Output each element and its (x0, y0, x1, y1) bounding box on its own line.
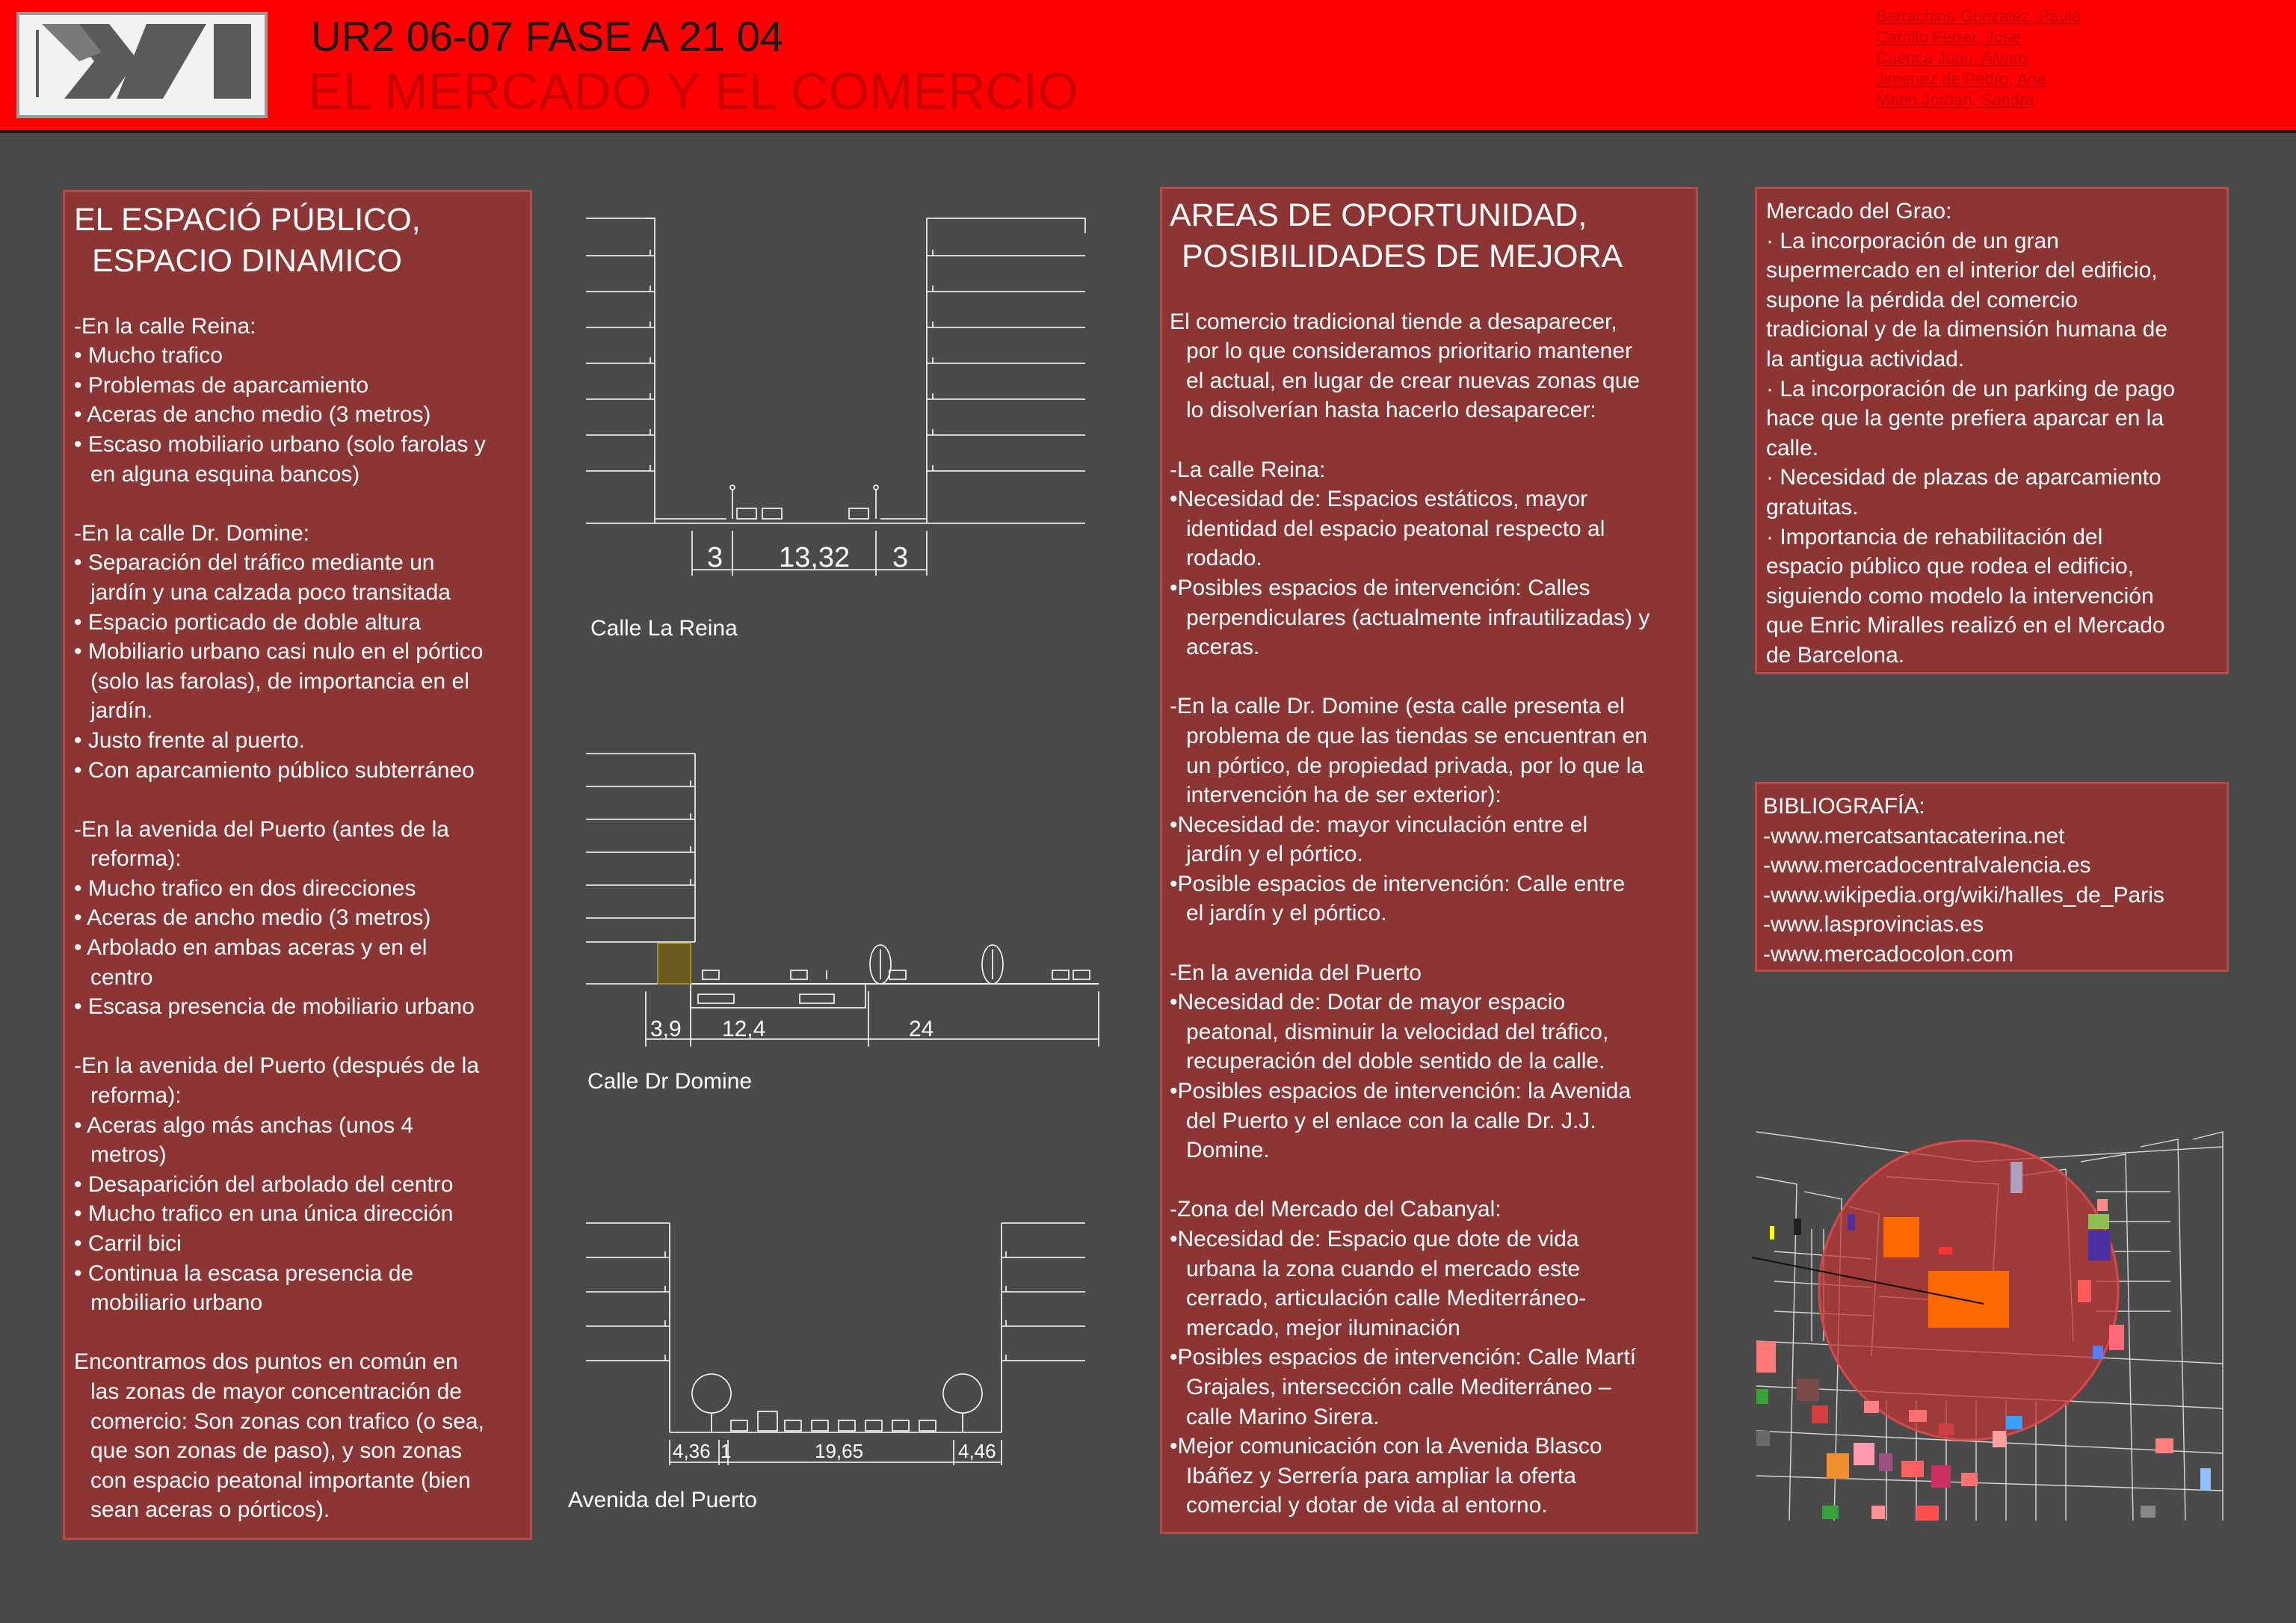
bibliography-panel (1755, 782, 2229, 972)
header-bar (0, 0, 2296, 133)
text-line: • Arbolado en ambas aceras y en el (74, 935, 428, 961)
text-line: · La incorporación de un gran (1766, 228, 2059, 253)
text-line: Encontramos dos puntos en común en (74, 1349, 458, 1375)
text-line (1170, 928, 1688, 958)
text-line (74, 282, 524, 312)
text-line: identidad del espacio peatonal respecto al (1186, 516, 1605, 541)
text-line: -www.lasprovincias.es (1763, 912, 1984, 937)
text-line: •Necesidad de: Espacio que dote de vida (1170, 1227, 1579, 1251)
dim-label: 24 (909, 1017, 934, 1041)
text-line: •Necesidad de: Dotar de mayor espacio (1170, 990, 1566, 1015)
text-line: •Posibles espacios de intervención: Calle Martí (1170, 1345, 1637, 1370)
author-name: Marin Jordan, Sandra (1876, 90, 2034, 109)
text-line: -www.mercadocolon.com (1763, 941, 2014, 967)
dim-label: 3,9 (650, 1017, 682, 1041)
text-line: • Escaso mobiliario urbano (solo farolas y (74, 431, 486, 457)
text-line: •Posibles espacios de intervención: la Avenida (1170, 1079, 1632, 1104)
text-line: • Continua la escasa presencia de (74, 1260, 414, 1286)
dim-label: 3 (892, 542, 909, 573)
text-line: calle. (1766, 435, 1819, 461)
text-line: calle Marino Sirera. (1186, 1404, 1380, 1429)
text-line: • Aceras algo más anchas (unos 4 (74, 1112, 414, 1138)
text-line: • Desaparición del arbolado del centro (74, 1171, 454, 1197)
page-title: EL MERCADO Y EL COMERCIO (308, 62, 1078, 120)
text-line: • Mobiliario urbano casi nulo en el pórtico (74, 639, 484, 665)
authors-list (1876, 6, 2081, 111)
text-line: Ibáñez y Serrería para ampliar la oferta (1186, 1463, 1576, 1488)
text-line: · Importancia de rehabilitación del (1766, 524, 2103, 549)
panel-title: AREAS DE OPORTUNIDAD, POSIBILIDADES DE MEJORA (1170, 197, 1623, 274)
text-line: BIBLIOGRAFÍA: (1763, 794, 1925, 819)
text-line: en alguna esquina bancos) (90, 461, 360, 487)
market-building (1928, 1271, 2009, 1328)
logo (16, 12, 268, 118)
text-line: el actual, en lugar de crear nuevas zonas que (1186, 368, 1641, 393)
text-line: · Necesidad de plazas de aparcamiento (1766, 465, 2161, 490)
text-line: -www.wikipedia.org/wiki/halles_de_Paris (1763, 882, 2164, 908)
text-line (74, 1022, 524, 1052)
text-line: que son zonas de paso), y son zonas (90, 1438, 462, 1464)
text-line: de Barcelona. (1766, 642, 1905, 668)
text-line: • Espacio porticado de doble altura (74, 609, 422, 635)
text-line: El comercio tradicional tiende a desaparecer, (1170, 309, 1617, 334)
text-line: -En la calle Reina: (74, 313, 256, 339)
text-line: tradicional y de la dimensión humana de (1766, 317, 2167, 342)
text-line: · La incorporación de un parking de pago (1766, 376, 2176, 401)
text-line: -En la calle Dr. Domine (esta calle presenta el (1170, 694, 1625, 719)
text-line: problema de que las tiendas se encuentran en (1186, 723, 1648, 748)
text-line: intervención ha de ser exterior): (1186, 783, 1502, 808)
section-calle-la-reina (583, 209, 1106, 583)
text-line: supone la pérdida del comercio (1766, 287, 2078, 312)
mercado-del-grao-panel (1755, 187, 2229, 674)
panel-text (74, 282, 524, 1525)
text-line: cerrado, articulación calle Mediterráneo- (1186, 1286, 1587, 1311)
text-line: • Justo frente al puerto. (74, 727, 306, 753)
text-line: -La calle Reina: (1170, 457, 1326, 482)
text-line: con espacio peatonal importante (bien (90, 1468, 471, 1493)
text-line: urbana la zona cuando el mercado este (1186, 1256, 1581, 1281)
text-line: • Carril bici (74, 1231, 182, 1256)
text-line: siguiendo como modelo la intervención (1766, 583, 2154, 609)
text-line: • Mucho trafico en una única dirección (74, 1201, 454, 1227)
cabanyal-market-map (1752, 1117, 2230, 1536)
text-line (74, 489, 524, 519)
dim-label: 12,4 (722, 1017, 766, 1041)
panel-text (1766, 197, 2219, 671)
text-line (1170, 662, 1688, 692)
text-line (74, 1318, 524, 1348)
text-line: • Con aparcamiento público subterráneo (74, 757, 475, 783)
text-line: jardín y una calzada poco transitada (90, 579, 451, 605)
caption-calle-la-reina: Calle La Reina (590, 616, 738, 641)
text-line: Grajales, intersección calle Mediterráneo – (1186, 1374, 1611, 1399)
text-line: por lo que consideramos prioritario mantener (1186, 339, 1632, 364)
text-line: •Mejor comunicación con la Avenida Blasco (1170, 1434, 1602, 1459)
text-line (1170, 277, 1688, 307)
text-line: jardín y el pórtico. (1186, 842, 1363, 867)
text-line: un pórtico, de propiedad privada, por lo que la (1186, 753, 1644, 778)
text-line: • Mucho trafico (74, 343, 223, 369)
text-line: -En la calle Dr. Domine: (74, 520, 310, 546)
text-line: del Puerto y el enlace con la calle Dr. J.J. (1186, 1108, 1596, 1133)
text-line: reforma): (90, 1083, 182, 1109)
text-line: -www.mercadocentralvalencia.es (1763, 853, 2091, 878)
text-line: que Enric Miralles realizó en el Mercado (1766, 613, 2165, 638)
text-line: (solo las farolas), de importancia en el (90, 668, 469, 694)
text-line: aceras. (1186, 635, 1260, 660)
text-line: espacio público que rodea el edificio, (1766, 554, 2134, 579)
text-line: reforma): (90, 846, 182, 872)
text-line: gratuitas. (1766, 494, 1859, 520)
text-line: •Posibles espacios de intervención: Calles (1170, 575, 1590, 600)
author-name: Cuenca Juan, Alvaro (1876, 49, 2028, 67)
dim-label: 4,46 (958, 1440, 996, 1462)
text-line (74, 785, 524, 815)
author-name: Carrillo Ferrer, Jose (1876, 28, 2021, 46)
text-line: la antigua actividad. (1766, 346, 1965, 372)
text-line: • Separación del tráfico mediante un (74, 550, 435, 576)
author-name: Jimenez de Pedro, Ana (1876, 70, 2046, 88)
text-line: -En la avenida del Puerto (antes de la (74, 816, 449, 842)
text-line (1170, 1165, 1688, 1195)
text-line: centro (90, 964, 153, 990)
text-line: comercio: Son zonas con trafico (o sea, (90, 1408, 484, 1434)
text-line (1170, 425, 1688, 455)
dim-label: 13,32 (779, 542, 851, 573)
text-line: • Problemas de aparcamiento (74, 372, 369, 398)
caption-calle-dr-domine: Calle Dr Domine (587, 1069, 753, 1094)
opportunity-areas-panel (1160, 187, 1698, 1534)
text-line: • Mucho trafico en dos direcciones (74, 875, 416, 901)
section-avenida-del-puerto (583, 1211, 1106, 1480)
caption-avenida-del-puerto: Avenida del Puerto (568, 1488, 757, 1512)
text-line: •Posible espacios de intervención: Calle entre (1170, 871, 1626, 896)
public-space-panel (63, 190, 532, 1540)
text-line: mercado, mejor iluminación (1186, 1315, 1460, 1340)
course-code: UR2 06-07 FASE A 21 04 (311, 13, 783, 60)
text-line: comercial y dotar de vida al entorno. (1186, 1493, 1548, 1518)
dim-label: 19,65 (815, 1440, 864, 1462)
text-line: jardín. (90, 698, 153, 724)
text-line: hace que la gente prefiera aparcar en la (1766, 406, 2164, 431)
section-calle-dr-domine (583, 740, 1106, 1054)
text-line: •Necesidad de: Espacios estáticos, mayor (1170, 487, 1588, 512)
text-line: el jardín y el pórtico. (1186, 901, 1387, 926)
text-line: -www.mercatsantacaterina.net (1763, 823, 2065, 849)
text-line: -En la avenida del Puerto (después de la (74, 1053, 480, 1079)
dim-label: 4,36 (673, 1440, 711, 1462)
text-line: sean aceras o pórticos). (90, 1497, 330, 1523)
text-line: perpendiculares (actualmente infrautilizadas) y (1186, 605, 1650, 630)
text-line: rodado. (1186, 546, 1262, 571)
text-line: -En la avenida del Puerto (1170, 960, 1422, 985)
text-line: • Escasa presencia de mobiliario urbano (74, 994, 475, 1020)
panel-title: EL ESPACIÓ PÚBLICO, ESPACIO DINAMICO (74, 202, 421, 279)
author-name: Barrachina Gonzalez, Paula (1876, 7, 2081, 25)
text-line: recuperación del doble sentido de la calle. (1186, 1049, 1605, 1074)
text-line: supermercado en el interior del edificio, (1766, 258, 2158, 283)
text-line: lo disolverían hasta hacerlo desaparecer: (1186, 398, 1596, 423)
text-line: • Aceras de ancho medio (3 metros) (74, 402, 431, 428)
text-line: Mercado del Grao: (1766, 199, 1952, 224)
text-line: • Aceras de ancho medio (3 metros) (74, 905, 431, 931)
text-line: -Zona del Mercado del Cabanyal: (1170, 1197, 1502, 1222)
text-line: •Necesidad de: mayor vinculación entre el (1170, 812, 1588, 837)
dim-label: 1 (720, 1440, 732, 1462)
portico-hatch (658, 943, 691, 984)
text-line: mobiliario urbano (90, 1290, 263, 1316)
panel-text (1170, 277, 1688, 1521)
text-line: las zonas de mayor concentración de (90, 1379, 462, 1404)
text-line: metros) (90, 1142, 167, 1168)
dim-label: 3 (707, 542, 723, 573)
panel-text (1763, 792, 2219, 970)
text-line: peatonal, disminuir la velocidad del tráfico, (1186, 1019, 1609, 1044)
xci-logo-icon (19, 15, 265, 115)
text-line: Domine. (1186, 1138, 1270, 1163)
